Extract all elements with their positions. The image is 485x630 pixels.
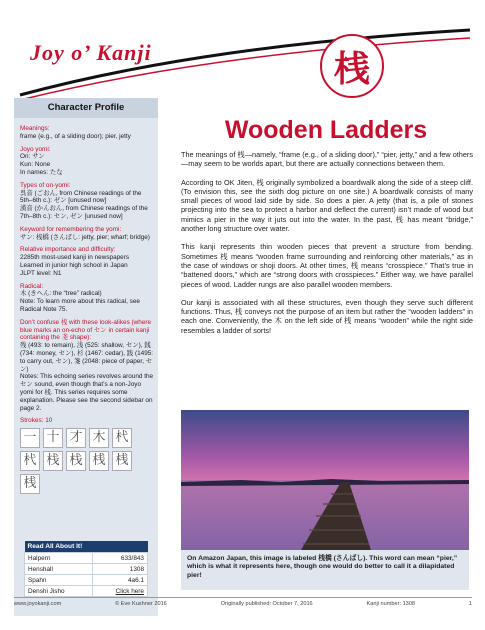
logo[interactable] xyxy=(30,28,200,78)
stroke-step: 桟 xyxy=(112,451,132,471)
ref-value: 633/843 xyxy=(92,553,147,564)
strokes-section xyxy=(20,417,154,494)
types-section xyxy=(20,182,154,221)
stroke-step: 栈 xyxy=(43,451,63,471)
ref-name: Denshi Jisho xyxy=(25,586,93,597)
footer-copyright: © Eve Kushner 2016 xyxy=(115,601,167,607)
lookalikes-section xyxy=(20,319,154,413)
types-goon: 呉音 (ごおん, from Chinese readings of the 5th–6th c.): ゼン [unused now] xyxy=(20,189,142,205)
logo-text: Joy o’ Kanji xyxy=(30,40,152,65)
footer-published: Originally published: October 7, 2016 xyxy=(220,601,313,607)
types-kanon: 漢音 (かんおん, from Chinese readings of the 7th–8th c.): セン, ゼン [unused now] xyxy=(20,205,148,220)
table-row xyxy=(25,586,148,597)
joyo-section xyxy=(20,146,154,177)
meanings-section xyxy=(20,125,154,141)
lookalikes-list: 残 (493: to remain), 浅 (525: shallow, セン), 銭 (734: money, セン), 杉 (1467: cedar), 践 (1495: to carry out, セン), 箋 (2048: piece of paper, セン) xyxy=(20,342,154,373)
frequency-rank: 2285th most-used kanji in newspapers xyxy=(20,254,130,262)
stroke-order-grid xyxy=(20,428,154,494)
stroke-step: 桟 xyxy=(20,474,40,494)
stroke-step: 十 xyxy=(43,428,63,448)
footer-kanji-number: Kanji number: 1308 xyxy=(366,601,416,607)
radical-section xyxy=(20,283,154,314)
paragraph: Our kanji is associated with all these structures, even though they serve such different functions. Thus, 桟 conveys not the purpose of an item but rather the “wooden ladders” in each one. Conveniently, the 木 on the left side of 桟 means “wooden” while the right side resembles a ladder of sorts! xyxy=(181,297,473,335)
article-body xyxy=(181,150,473,344)
stroke-step: 才 xyxy=(66,428,86,448)
meanings-text: frame (e.g., of a sliding door); pier, jetty xyxy=(20,132,131,140)
on-yomi: On: サン xyxy=(20,153,45,161)
stroke-step: 一 xyxy=(20,428,40,448)
kun-yomi: Kun: None xyxy=(20,161,51,169)
stroke-step: 木 xyxy=(89,428,109,448)
denshi-jisho-link[interactable]: Click here xyxy=(92,586,147,597)
table-row xyxy=(25,575,148,586)
pier-photo xyxy=(181,410,469,550)
paragraph: The meanings of 桟—namely, “frame (e.g., of a sliding door),” “pier, jetty,” and a few others—may seem to be worlds apart, but there are actually connections between them. xyxy=(181,150,473,169)
kanji-emblem: 桟 xyxy=(320,34,384,98)
sidebar-body xyxy=(20,125,154,499)
article-title: Wooden Ladders xyxy=(224,116,428,144)
radical-note[interactable]: Note: To learn more about this radical, see Radical Note 75. xyxy=(20,298,140,313)
types-title: Types of on-yomi: xyxy=(20,181,71,189)
stroke-step: 桟 xyxy=(89,451,109,471)
ref-value: 4a6.1 xyxy=(92,575,147,586)
strokes-title: Strokes: 10 xyxy=(20,417,53,425)
ref-name: Henshall xyxy=(25,564,93,575)
table-row xyxy=(25,564,148,575)
sidebar-heading: Character Profile xyxy=(14,98,158,118)
references-table xyxy=(24,541,148,597)
ref-value: 1308 xyxy=(92,564,147,575)
frequency-title: Relative importance and difficulty: xyxy=(20,246,116,254)
radical-title: Radical: xyxy=(20,282,44,290)
jlpt-level: JLPT level: N1 xyxy=(20,269,62,277)
ref-name: Halpern xyxy=(25,553,93,564)
paragraph: This kanji represents thin wooden pieces that prevent a structure from bending. Sometimes 桟 means “wooden frame surrounding and reinforcing other materials,” as in the case of windows or shoji doors. At other times, 桟 means “crosspiece.” That’s true in “battened doors,” which are “strong doors with crosspieces.” Either way, we have parallel pieces of wood. Ladder rungs are also parallel wooden members. xyxy=(181,242,473,289)
read-all-heading: Read All About It! xyxy=(25,541,148,553)
school-level: Learned in junior high school in Japan xyxy=(20,261,128,269)
footer-page: 1 xyxy=(468,601,472,607)
ref-name: Spahn xyxy=(25,575,93,586)
keyword-title: Keyword for remembering the yomi: xyxy=(20,225,122,233)
keyword-text: サン: 桟橋 (さんばし: jetty, pier; wharf; bridge) xyxy=(20,233,150,241)
keyword-section xyxy=(20,226,154,242)
paragraph: According to OK Jiten, 桟 originally symbolized a boardwalk along the side of a steep cliff. (To envision this, see the sixth dog picture on one site.) A boardwalk consists of many small pieces of wood laid side by side. So does a pier. A jetty (that is, a pile of stones projecting into the sea to protect a harbor and deflect the current) isn’t made of wood but mimics a pier in the way it juts out into the water. In the past, 桟 has meant “bridge,” another long structure over water. xyxy=(181,177,473,234)
footer-site[interactable]: www.joyokanji.com xyxy=(14,601,62,607)
lookalikes-title: Don’t confuse 桟 with these look-alikes (where blue marks an on-echo of セン in certain kanji containing the 戔 shape): xyxy=(20,318,152,342)
table-row xyxy=(25,553,148,564)
radical-text: 木 (きへん: the “tree” radical) xyxy=(20,290,102,298)
lookalikes-note: Notes: This echoing series revolves around the セン sound, even though that’s a non-Joyo yomi for 桟. This series requires some explanation. Please see the second sidebar on page 2. xyxy=(20,373,154,412)
stroke-step: 栈 xyxy=(66,451,86,471)
stroke-step: 杙 xyxy=(112,428,132,448)
joyo-title: Joyo yomi: xyxy=(20,145,51,153)
footer xyxy=(14,601,472,607)
meanings-title: Meanings: xyxy=(20,125,50,132)
frequency-section xyxy=(20,246,154,277)
footer-divider xyxy=(14,597,472,598)
stroke-step: 杙 xyxy=(20,451,40,471)
in-names: In names: たな xyxy=(20,168,63,176)
photo-caption: On Amazon Japan, this image is labeled 桟橋 (さんばし). This word can mean “pier,” which is what it represents here, though one would do better to call it a dilapidated pier! xyxy=(181,550,469,590)
